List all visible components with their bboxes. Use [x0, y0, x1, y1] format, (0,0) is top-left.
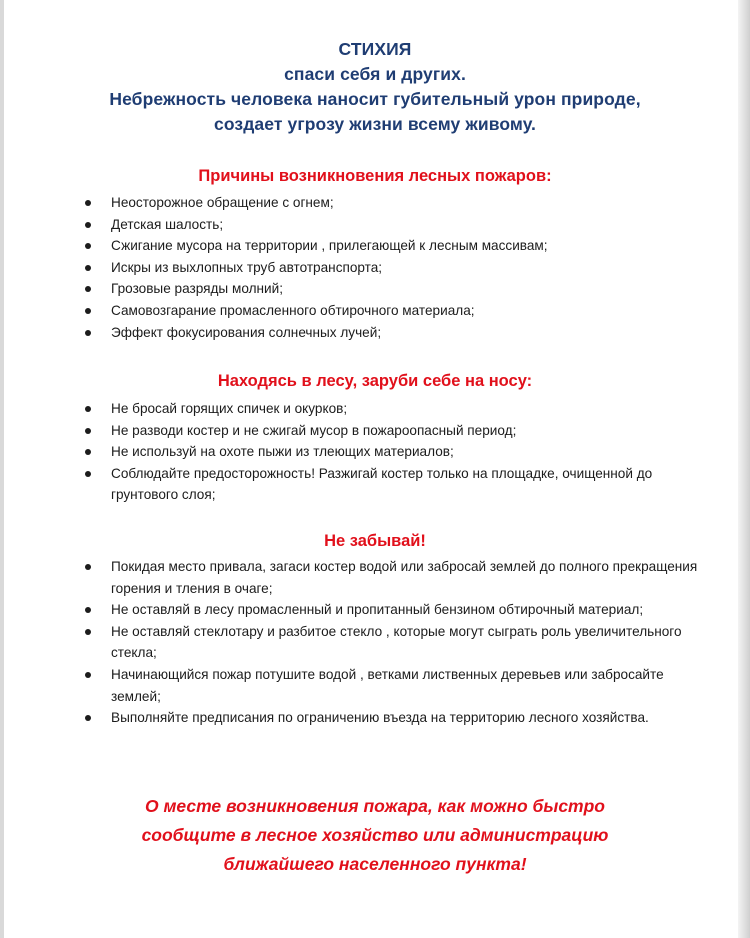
bullet-icon — [85, 428, 91, 434]
reminders-list — [0, 556, 700, 729]
list-item: Детская шалость; — [0, 214, 700, 236]
header-line-3: Небрежность человека наносит губительный урон природе, — [109, 89, 641, 109]
bullet-icon — [85, 265, 91, 271]
list-item: Выполняйте предписания по ограничению въезда на территорию лесного хозяйства. — [0, 707, 700, 729]
section-title-dont-forget: Не забывай! — [324, 532, 426, 550]
list-item: Не разводи костер и не сжигай мусор в пожароопасный период; — [0, 420, 700, 442]
list-item: Эффект фокусирования солнечных лучей; — [0, 322, 700, 344]
bullet-icon — [85, 607, 91, 613]
bullet-icon — [85, 672, 91, 678]
list-item: Покидая место привала, загаси костер водой или забросай землей до полного прекращения горения и тления в очаге; — [0, 556, 700, 599]
section-title-causes: Причины возникновения лесных пожаров: — [198, 167, 552, 185]
section-title-in-forest: Находясь в лесу, заруби себе на носу: — [217, 372, 533, 390]
bullet-icon — [85, 243, 91, 249]
header-line-4: создает угрозу жизни всему живому. — [214, 114, 536, 134]
list-item: Искры из выхлопных труб автотранспорта; — [0, 257, 700, 279]
bullet-icon — [85, 629, 91, 635]
causes-list — [0, 192, 700, 343]
bullet-icon — [85, 715, 91, 721]
list-item: Не бросай горящих спичек и окурков; — [0, 398, 700, 420]
bullet-icon — [85, 330, 91, 336]
list-item: Грозовые разряды молний; — [0, 278, 700, 300]
header-title: СТИХИЯ — [338, 39, 412, 59]
list-item: Не используй на охоте пыжи из тлеющих материалов; — [0, 441, 700, 463]
forest-rules-list — [0, 398, 700, 506]
list-item: Самовозгарание промасленного обтирочного материала; — [0, 300, 700, 322]
list-item: Сжигание мусора на территории , прилегающей к лесным массивам; — [0, 235, 700, 257]
bullet-icon — [85, 308, 91, 314]
footer-line-2: сообщите в лесное хозяйство или администрацию — [141, 825, 609, 845]
bullet-icon — [85, 406, 91, 412]
bullet-icon — [85, 286, 91, 292]
list-item: Неосторожное обращение с огнем; — [0, 192, 700, 214]
footer-line-3: ближайшего населенного пункта! — [223, 854, 527, 874]
bullet-icon — [85, 222, 91, 228]
list-item: Не оставляй стеклотару и разбитое стекло , которые могут сыграть роль увеличительного стекла; — [0, 621, 700, 664]
header-subtitle: спаси себя и других. — [284, 64, 466, 84]
bullet-icon — [85, 564, 91, 570]
footer-line-1: О месте возникновения пожара, как можно быстро — [145, 796, 605, 816]
list-item: Не оставляй в лесу промасленный и пропитанный бензином обтирочный материал; — [0, 599, 700, 621]
bullet-icon — [85, 471, 91, 477]
bullet-icon — [85, 449, 91, 455]
list-item: Начинающийся пожар потушите водой , ветками лиственных деревьев или забросайте землей; — [0, 664, 700, 707]
list-item: Соблюдайте предосторожность! Разжигай костер только на площадке, очищенной до грунтового слоя; — [0, 463, 700, 506]
bullet-icon — [85, 200, 91, 206]
